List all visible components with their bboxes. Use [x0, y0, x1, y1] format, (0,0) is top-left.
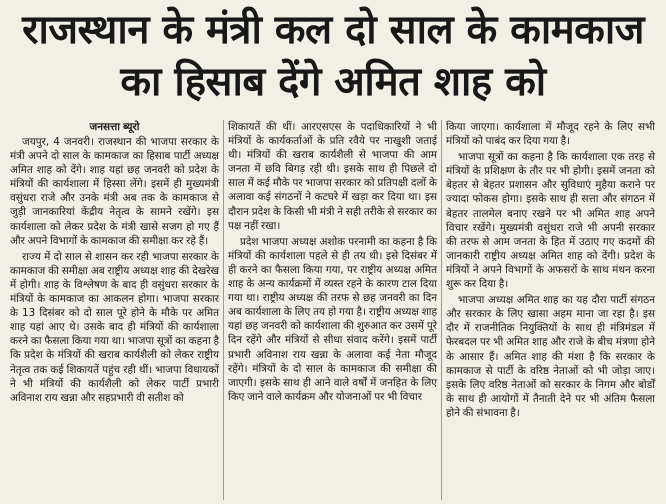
column-2	[223, 120, 441, 500]
headline-line-2: का हिसाब देंगे अमित शाह को	[120, 59, 546, 105]
article-body	[6, 120, 660, 502]
headline	[0, 0, 666, 118]
byline: जनसत्ता ब्यूरो	[89, 121, 140, 133]
paragraph: प्रदेश भाजपा अध्यक्ष अशोक परनामी का कहना है कि मंत्रियों की कार्यशाला पहले से ही तय थी। इसे दिसंबर में ही करने का फैसला किया गया, पर राष्ट्रीय अध्यक्ष अमित शाह के अन्य कार्यक्रमों में व्यस्त रहने के कारण टाल दिया गया था। राष्ट्रीय अध्यक्ष की तरफ से छह जनवरी का दिन अब कार्यशाला के लिए तय हो गया है। राष्ट्रीय अध्यक्ष शाह यहां छह जनवरी को कार्यशाला की शुरुआत कर उसमें पूरे दिन रहेंगे और मंत्रियों से सीधा संवाद करेंगे। इसमें पार्टी प्रभारी अविनाश राय खन्ना के अलावा कई नेता मौजूद रहेंगे। मंत्रियों के दो साल के कामकाज की समीक्षा की जाएगी। इसके साथ ही आने वाले वर्षों में जनहित के लिए किए जाने वाले कार्यक्रम और योजनाओं पर भी विचार	[228, 235, 437, 403]
paragraph: राज्य में दो साल से शासन कर रही भाजपा सरकार के कामकाज की समीक्षा अब राष्ट्रीय अध्यक्ष शाह की देखरेख में होगी। शाह के विश्लेषण के बाद ही वसुंधरा सरकार के मंत्रियों के कामकाज का आकलन होगा। भाजपा सरकार के 13 दिसंबर को दो साल पूरे होने के मौके पर अमित शाह यहां आए थे। उसके बाद ही मंत्रियों की कार्यशाला करने का फैसला किया गया था। भाजपा सूत्रों का कहना है कि प्रदेश के मंत्रियों की खराब कार्यशैली को लेकर राष्ट्रीय नेतृत्व तक कई शिकायतें पहुंच रही थीं। भाजपा विधायकों ने भी मंत्रियों की कार्यशैली को लेकर पार्टी प्रभारी अविनाश राय खन्ना और सहप्रभारी वी सतीश को	[10, 250, 219, 404]
paragraph: भाजपा अध्यक्ष अमित शाह का यह दौरा पार्टी संगठन और सरकार के लिए खासा अहम माना जा रहा है। इस दौर में राजनीतिक नियुक्तियों के साथ ही मंत्रिमंडल में फेरबदल पर भी अमित शाह और राजे के बीच मंत्रणा होने के आसार हैं। अमित शाह की मंशा है कि सरकार के कामकाज से पार्टी के वरिष्ठ नेताओं को भी जोड़ा जाए। इसके लिए वरिष्ठ नेताओं को सरकार के निगम और बोर्डों के साथ ही आयोगों में तैनाती देने पर भी अंतिम फैसला होने की संभावना है।	[446, 294, 655, 419]
paragraph: भाजपा सूत्रों का कहना है कि कार्यशाला एक तरह से मंत्रियों के प्रशिक्षण के तौर पर भी होगी। इसमें जनता को बेहतर से बेहतर प्रशासन और सुविधाएं मुहैया कराने पर ज्यादा फोकस होगा। इसके साथ ही सत्ता और संगठन में बेहतर तालमेल बनाए रखने पर भी अमित शाह अपने विचार रखेंगे। मुख्यमंत्री वसुंधरा राजे भी अपनी सरकार की तरफ से आम जनता के हित में उठाए गए कदमों की जानकारी राष्ट्रीय अध्यक्ष अमित शाह को देंगी। प्रदेश के मंत्रियों ने अपने विभागों के अफसरों के साथ मंथन करना शुरू कर दिया है।	[446, 151, 655, 291]
paragraph: शिकायतें की थीं। आरएसएस के पदाधिकारियों ने भी मंत्रियों के कार्यकर्ताओं के प्रति रवैये पर नाखुशी जताई थी। मंत्रियों की खराब कार्यशैली से भाजपा की आम जनता में छवि बिगड़ रही थी। इसके साथ ही पिछले दो साल में कई मौके पर भाजपा सरकार को प्रतिपक्षी दलों के अलावा कई संगठनों ने कटघरे में खड़ा कर दिया था। इस दौरान प्रदेश के किसी भी मंत्री ने सही तरीके से सरकार का पक्ष नहीं रखा।	[228, 121, 437, 232]
paragraph: जयपुर, 4 जनवरी। राजस्थान की भाजपा सरकार के मंत्री अपने दो साल के कामकाज का हिसाब पार्टी अध्यक्ष अमित शाह को देंगे। शाह यहां छह जनवरी को प्रदेश के मंत्रियों की कार्यशाला में हिस्सा लेंगे। इसमें ही मुख्यमंत्री वसुंधरा राजे और उनके मंत्री अब तक के कामकाज से जुड़ी जानकारियां केंद्रीय नेतृत्व के सामने रखेंगे। इस कार्यशाला को लेकर प्रदेश के मंत्री खासे सजग हो गए हैं और अपने विभागों के कामकाज की समीक्षा कर रहे हैं।	[10, 136, 219, 247]
column-3	[441, 120, 659, 500]
paragraph: किया जाएगा। कार्यशाला में मौजूद रहने के लिए सभी मंत्रियों को पाबंद कर दिया गया है।	[446, 121, 655, 148]
column-1	[6, 120, 223, 500]
headline-line-1: राजस्थान के मंत्री कल दो साल के कामकाज	[22, 7, 644, 53]
